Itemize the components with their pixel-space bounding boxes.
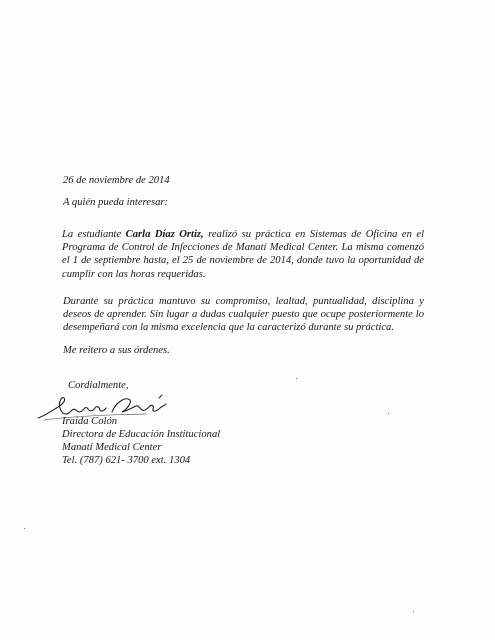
scan-speck (24, 528, 25, 529)
paragraph-2-line-1: Durante su práctica mantuvo su compromiso, lealtad, puntualidad, disciplina y (63, 296, 424, 307)
signer-phone: Tel. (787) 621- 3700 ext. 1304 (62, 455, 191, 466)
paragraph-1-line-1 (62, 228, 424, 241)
paragraph-1 (62, 228, 424, 281)
paragraph-2-line-2: deseos de aprender. Sin lugar a dudas cualquier puesto que ocupe posteriormente lo (63, 309, 424, 321)
paragraph-1-line-3: el 1 de septiembre hasta, el 25 de noviembre de 2014, donde tuvo la oportunidad de (62, 255, 424, 267)
scan-speck (388, 413, 389, 414)
paragraph-2 (63, 295, 424, 335)
greeting: A quién pueda interesar: (63, 197, 169, 208)
closing-line: Me reitero a sus órdenes. (63, 345, 170, 356)
scan-speck (296, 378, 297, 379)
signer-name: Iraida Colón (62, 416, 118, 427)
valediction: Cordialmente, (68, 380, 129, 391)
paragraph-1-line-1-start: La estudiante (62, 229, 126, 240)
paragraph-1-line-4: cumplir con las horas requeridas. (62, 268, 206, 280)
signer-title: Directora de Educación Institucional (62, 429, 221, 440)
student-name: Carla Díaz Ortiz, (125, 229, 204, 240)
paragraph-2-line-3: desempeñará con la misma excelencia que la caracterizó durante su práctica. (63, 322, 394, 334)
scan-speck (413, 611, 414, 612)
signer-organization: Manatí Medical Center (62, 442, 162, 453)
paragraph-1-line-1-end: realizó su práctica en Sistemas de Oficina en el (203, 229, 425, 240)
paragraph-1-line-2: Programa de Control de Infecciones de Manatí Medical Center. La misma comenzó (62, 242, 424, 254)
letter-date: 26 de noviembre de 2014 (63, 175, 170, 186)
